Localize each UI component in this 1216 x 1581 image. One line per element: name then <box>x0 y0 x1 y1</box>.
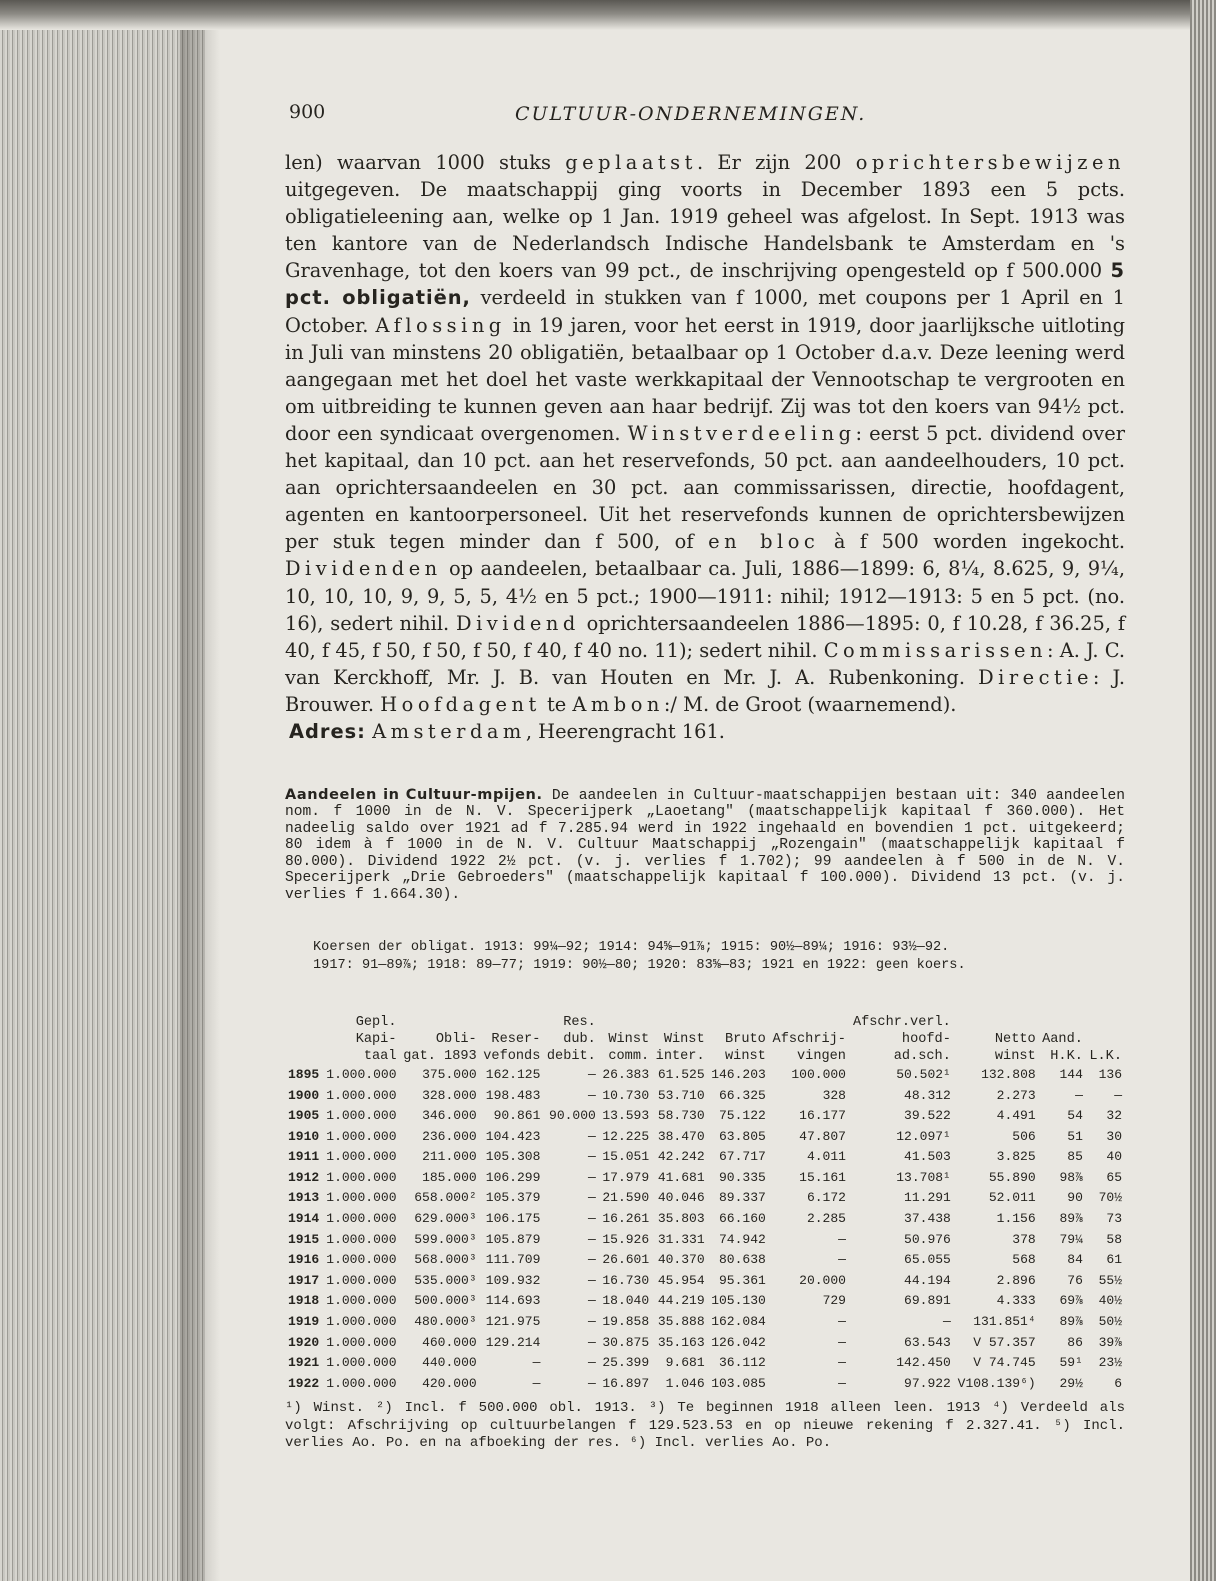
text-run: : eerst 5 pct. dividend over het kapitaal, dan 10 pct. aan het reservefonds, 50 pct. aan aandeelhouders, 10 pct. aan oprichtersaandeelen en 30 pct. aan commissarissen, directie, hoofdagent, agenten en kantoorpersoneel. Uit het reservefonds kunnen de oprichtersbewijzen per stuk tegen minder dan f 500, of <box>285 421 1125 554</box>
table-cell: 106.175 <box>485 1211 541 1227</box>
table-row <box>285 1209 1125 1230</box>
table-row <box>285 1065 1125 1086</box>
row-year: 1915 <box>288 1231 320 1247</box>
spaced-term: Commissarissen <box>823 638 1048 662</box>
row-year: 1905 <box>288 1108 320 1124</box>
table-cell: — <box>838 1355 846 1371</box>
table-cell: 50½ <box>1098 1314 1122 1330</box>
table-cell: 18.040 <box>602 1293 650 1309</box>
table-cell: 105.379 <box>485 1190 541 1206</box>
table-cell: 105.308 <box>485 1149 541 1165</box>
table-cell: 35.888 <box>657 1314 705 1330</box>
table-cell: 21.590 <box>602 1190 650 1206</box>
top-page-edge <box>0 0 1216 30</box>
table-cell: 36.112 <box>718 1355 766 1371</box>
table-cell: 40½ <box>1098 1293 1122 1309</box>
column-header: Netto winst <box>994 1031 1036 1064</box>
table-cell: 1.000.000 <box>326 1169 397 1185</box>
table-cell: V 74.745 <box>973 1355 1036 1371</box>
table-cell: 6.172 <box>806 1190 846 1206</box>
table-cell: 1.000.000 <box>326 1190 397 1206</box>
table-cell: 629.000³ <box>414 1211 477 1227</box>
table-cell: 40.370 <box>657 1252 705 1268</box>
row-year: 1910 <box>288 1128 320 1144</box>
spaced-term: oprichtersbewijzen <box>855 151 1125 174</box>
table-cell: 42.242 <box>657 1149 705 1165</box>
table-cell: 4.491 <box>996 1108 1036 1124</box>
bond-heading: 5 pct. obligatiën, <box>285 259 1125 310</box>
row-year: 1900 <box>288 1087 320 1103</box>
table-cell: 1.000.000 <box>326 1128 397 1144</box>
table-cell: 1.000.000 <box>326 1066 397 1082</box>
table-cell: 1.000.000 <box>326 1149 397 1165</box>
table-cell: — <box>588 1211 596 1227</box>
table-cell: 73 <box>1106 1211 1122 1227</box>
table-cell: 1.000.000 <box>326 1087 397 1103</box>
column-header <box>285 997 323 1065</box>
table-cell: 79¼ <box>1059 1231 1083 1247</box>
table-cell: 65.055 <box>904 1252 951 1268</box>
book-page-edges <box>0 0 205 1581</box>
table-cell: 1.000.000 <box>326 1355 397 1371</box>
spaced-term: en bloc <box>708 530 820 554</box>
row-year: 1916 <box>288 1252 320 1268</box>
spaced-term: Winstverdeeling <box>627 421 856 445</box>
table-cell: — <box>838 1231 846 1247</box>
table-cell: 1.000.000 <box>326 1375 397 1391</box>
text-run: : J. Brouwer. <box>285 665 1125 716</box>
table-cell: 89.337 <box>718 1190 766 1206</box>
row-year: 1895 <box>288 1066 320 1082</box>
spaced-term: Ambon <box>572 692 664 716</box>
table-cell: 1.000.000 <box>326 1108 397 1124</box>
table-footnotes: ¹) Winst. ²) Incl. f 500.000 obl. 1913. ³) Te beginnen 1918 alleen leen. 1913 ⁴) Verdeeld als volgt: Afschrijving op cultuurbelangen f 129.523.53 en op nieuwe rekening f 2.327.41. ⁵) Incl. verlies Ao. Po. en na afboeking der res. ⁶) Incl. verlies Ao. Po. <box>285 1400 1125 1452</box>
table-cell: 568.000³ <box>414 1252 477 1268</box>
table-cell: 95.361 <box>718 1272 766 1288</box>
table-cell: 100.000 <box>791 1066 846 1082</box>
page-header <box>285 95 1125 137</box>
table-cell: 1.000.000 <box>326 1252 397 1268</box>
table-row <box>285 1250 1125 1271</box>
table-cell: 328 <box>822 1087 846 1103</box>
table-cell: 66.160 <box>718 1211 766 1227</box>
table-cell: 114.693 <box>485 1293 541 1309</box>
note-title: Aandeelen in Cultuur-mpijen. <box>285 787 543 804</box>
table-cell: 105.879 <box>485 1231 541 1247</box>
table-cell: 41.681 <box>657 1169 705 1185</box>
table-cell: 69⅞ <box>1059 1293 1083 1309</box>
table-cell: 30.875 <box>602 1334 650 1350</box>
table-cell: 61 <box>1106 1252 1122 1268</box>
table-cell: 1.000.000 <box>326 1293 397 1309</box>
table-cell: 23½ <box>1098 1355 1122 1371</box>
table-cell: — <box>588 1066 596 1082</box>
table-cell: 1.000.000 <box>326 1211 397 1227</box>
text-run: :/ M. de Groot (waarnemend). <box>663 692 957 716</box>
table-row <box>285 1188 1125 1209</box>
table-cell: 440.000 <box>422 1355 477 1371</box>
table-cell: 2.896 <box>996 1272 1036 1288</box>
table-cell: 90.861 <box>493 1108 541 1124</box>
bond-prices-line: Koersen der obligat. 1913: 99¼—92; 1914: 94⅝—91⅞; 1915: 90½—89¼; 1916: 93½—92. <box>313 939 950 955</box>
table-cell: 480.000³ <box>414 1314 477 1330</box>
table-cell: 35.803 <box>657 1211 705 1227</box>
table-row <box>285 1333 1125 1354</box>
document-page <box>285 95 1125 1555</box>
table-cell: 658.000² <box>414 1190 477 1206</box>
table-cell: — <box>1114 1087 1122 1103</box>
table-cell: — <box>588 1334 596 1350</box>
table-cell: 90.000 <box>549 1108 596 1124</box>
table-cell: 41.503 <box>904 1149 951 1165</box>
table-cell: 55.890 <box>988 1169 1036 1185</box>
table-cell: 16.177 <box>799 1108 846 1124</box>
table-cell: 80.638 <box>718 1252 766 1268</box>
table-cell: 136 <box>1098 1066 1122 1082</box>
table-cell: — <box>588 1149 596 1165</box>
table-cell: — <box>532 1355 541 1371</box>
table-cell: 162.084 <box>711 1314 766 1330</box>
table-cell: — <box>838 1375 846 1391</box>
row-year: 1918 <box>288 1293 320 1309</box>
table-cell: 13.593 <box>602 1108 650 1124</box>
table-cell: 328.000 <box>422 1087 477 1103</box>
table-cell: 162.125 <box>485 1066 541 1082</box>
table-cell: 65 <box>1106 1169 1122 1185</box>
table-cell: 6 <box>1114 1375 1122 1391</box>
table-cell: — <box>588 1231 596 1247</box>
table-cell: 15.161 <box>799 1169 846 1185</box>
table-cell: — <box>838 1334 846 1350</box>
table-row <box>285 1230 1125 1251</box>
table-cell: 25.399 <box>602 1355 650 1371</box>
spaced-term: Directie <box>978 665 1093 689</box>
table-cell: 15.926 <box>602 1231 650 1247</box>
page-number: 900 <box>289 101 326 123</box>
table-cell: 35.163 <box>657 1334 705 1350</box>
table-cell: 104.423 <box>485 1128 541 1144</box>
table-cell: 37.438 <box>904 1211 951 1227</box>
table-cell: 44.219 <box>657 1293 705 1309</box>
table-header-row <box>285 997 1125 1065</box>
table-cell: 20.000 <box>799 1272 846 1288</box>
table-cell: 4.011 <box>806 1149 846 1165</box>
table-cell: 26.383 <box>602 1066 650 1082</box>
table-cell: 729 <box>822 1293 846 1309</box>
spaced-term: Dividend <box>456 611 580 635</box>
table-cell: 12.097¹ <box>896 1128 951 1144</box>
text-run: : A. J. C. van Kerckhoff, Mr. J. B. van Houten en Mr. J. A. Rubenkoning. <box>285 638 1125 689</box>
table-cell: 146.203 <box>711 1066 766 1082</box>
table-cell: 29½ <box>1059 1375 1083 1391</box>
table-cell: 26.601 <box>602 1252 650 1268</box>
row-year: 1922 <box>288 1375 320 1391</box>
table-cell: 378 <box>1012 1231 1036 1247</box>
shareholdings-note <box>285 787 1125 903</box>
table-cell: 16.897 <box>602 1375 650 1391</box>
text-run: op aandeelen, betaalbaar ca. Juli, 1886—1899: 6, 8¼, 8.625, 9, 9¼, 10, 10, 10, 9, 9, 5, 5, 4½ en 5 pct.; 1900—1911: nihil; 1912—1913: 5 en 5 pct. (no. 16), sedert nihil. <box>285 557 1125 635</box>
table-cell: 106.299 <box>485 1169 541 1185</box>
table-cell: 17.979 <box>602 1169 650 1185</box>
table-cell: 32 <box>1106 1108 1122 1124</box>
table-cell: 45.954 <box>657 1272 705 1288</box>
table-cell: 59¹ <box>1059 1355 1083 1371</box>
table-cell: 52.011 <box>988 1190 1036 1206</box>
table-cell: 185.000 <box>422 1169 477 1185</box>
address-label: Adres: <box>289 719 366 743</box>
row-year: 1913 <box>288 1190 320 1206</box>
text-run: uitgegeven. De maatschappij ging voorts in December 1893 een 5 pcts. obligatieleening aan, welke op 1 Jan. 1919 geheel was afgelost. In Sept. 1913 was ten kantore van de Nederlandsch Indische Handelsbank te Amsterdam en 's Gravenhage, tot den koers van 99 pct., de inschrijving opengesteld op <box>285 178 1125 283</box>
row-year: 1917 <box>288 1272 320 1288</box>
column-header: L.K. <box>1089 1048 1122 1064</box>
table-cell: 50.976 <box>904 1231 951 1247</box>
table-cell: 48.312 <box>904 1087 951 1103</box>
table-cell: 121.975 <box>485 1314 541 1330</box>
table-row <box>285 1168 1125 1189</box>
table-cell: 105.130 <box>711 1293 766 1309</box>
table-cell: 506 <box>1012 1128 1036 1144</box>
table-cell: 75.122 <box>718 1108 766 1124</box>
table-cell: 2.285 <box>806 1211 846 1227</box>
table-cell: 12.225 <box>602 1128 650 1144</box>
spaced-term: Hoofdagent <box>380 692 541 716</box>
table-cell: 3.825 <box>996 1149 1036 1165</box>
table-cell: — <box>588 1087 596 1103</box>
table-cell: 47.807 <box>799 1128 846 1144</box>
financial-table <box>285 997 1125 1395</box>
table-cell: 53.710 <box>657 1087 705 1103</box>
table-cell: 211.000 <box>422 1149 477 1165</box>
text-run: verdeeld in stukken van f 1000, met coupons per 1 April en 1 October. <box>285 286 1125 337</box>
table-cell: 142.450 <box>896 1355 951 1371</box>
table-cell: 109.932 <box>485 1272 541 1288</box>
table-cell: 89⅞ <box>1059 1211 1083 1227</box>
spaced-term: geplaatst <box>565 151 697 174</box>
table-cell: 39⅞ <box>1098 1334 1122 1350</box>
table-cell: 1.046 <box>665 1375 705 1391</box>
table-cell: 568 <box>1012 1252 1036 1268</box>
table-cell: 460.000 <box>422 1334 477 1350</box>
running-title: CULTUUR-ONDERNEMINGEN. <box>515 103 867 125</box>
table-cell: 58.730 <box>657 1108 705 1124</box>
table-cell: 111.709 <box>485 1252 541 1268</box>
column-header: Obli- gat. 1893 <box>403 1031 477 1064</box>
table-cell: — <box>838 1252 846 1268</box>
row-year: 1921 <box>288 1355 320 1371</box>
table-cell: 40 <box>1106 1149 1122 1165</box>
column-header: Reser- vefonds <box>483 1031 541 1064</box>
table-cell: 98⅞ <box>1059 1169 1083 1185</box>
column-header: Aand. H.K. <box>1042 1031 1083 1064</box>
column-header: Winst inter. <box>655 1031 705 1064</box>
table-cell: 70½ <box>1098 1190 1122 1206</box>
table-cell: 58 <box>1106 1231 1122 1247</box>
row-year: 1912 <box>288 1169 320 1185</box>
table-cell: 2.273 <box>996 1087 1036 1103</box>
table-cell: — <box>1075 1087 1083 1103</box>
bond-prices <box>285 939 1125 975</box>
table-cell: — <box>588 1375 596 1391</box>
table-cell: 9.681 <box>665 1355 705 1371</box>
text-run: len) waarvan 1000 stuks <box>285 151 566 174</box>
column-header: Afschr.verl. hoofd- ad.sch. <box>852 1014 951 1064</box>
text-run: f 500.000 <box>1006 259 1111 283</box>
table-cell: 16.261 <box>602 1211 650 1227</box>
table-cell: 63.805 <box>718 1128 766 1144</box>
table-cell: 39.522 <box>904 1108 951 1124</box>
text-run: in 19 jaren, voor het eerst in 1919, door jaarlijksche uitloting in Juli van minstens 20 obligatiën, betaalbaar op 1 October d.a.v. Deze leening werd aangegaan met het doel het vaste werkkapitaal der Vennootschap te vergrooten en om uitbreiding te kunnen geven aan haar bedrijf. Zij was tot den koers van 94½ pct. door een syndicaat overgenomen. <box>285 313 1125 445</box>
text-run: oprichtersaandeelen 1886—1895: 0, f 10.28, f 36.25, f 40, f 45, f 50, f 50, f 50, f 40, f 40 no. 11); sedert nihil. <box>285 611 1126 662</box>
table-cell: 198.483 <box>485 1087 541 1103</box>
note-text: De aandeelen in Cultuur-maatschappijen bestaan uit: 340 aandeelen nom. f 1000 in de N. V. Specerijperk „Laoetang" (maatschappelijk kapitaal f 360.000). Het nadeelig saldo over 1921 ad f 7.285.94 werd in 1922 ingehaald en bovendien 1 pct. uitgekeerd; 80 idem à f 1000 in de N. V. Cultuur Maatschappij „Rozengain" (maatschappelijk kapitaal f 80.000). Dividend 1922 2½ pct. (v. j. verlies f 1.702); 99 aandeelen à f 500 in de N. V. Specerijperk „Drie Gebroeders" (maatschappelijk kapitaal f 100.000). Dividend 13 pct. (v. j. verlies f 1.664.30). <box>285 788 1125 903</box>
table-row <box>285 1374 1125 1395</box>
table-cell: 16.730 <box>602 1272 650 1288</box>
table-cell: 19.858 <box>602 1314 650 1330</box>
table-row <box>285 1127 1125 1148</box>
table-cell: 144 <box>1059 1066 1083 1082</box>
table-cell: — <box>588 1190 596 1206</box>
table-cell: 500.000³ <box>414 1293 477 1309</box>
table-cell: 129.214 <box>485 1334 541 1350</box>
row-year: 1914 <box>288 1211 320 1227</box>
table-cell: — <box>588 1314 596 1330</box>
table-cell: 40.046 <box>657 1190 705 1206</box>
column-header: Bruto winst <box>725 1031 766 1064</box>
table-row <box>285 1291 1125 1312</box>
table-cell: 61.525 <box>657 1066 705 1082</box>
table-cell: 346.000 <box>422 1108 477 1124</box>
row-year: 1920 <box>288 1334 320 1350</box>
table-cell: 599.000³ <box>414 1231 477 1247</box>
table-cell: 11.291 <box>904 1190 951 1206</box>
table-cell: 74.942 <box>718 1231 766 1247</box>
table-row <box>285 1353 1125 1374</box>
table-cell: 1.000.000 <box>326 1314 397 1330</box>
table-cell: 375.000 <box>422 1066 477 1082</box>
table-cell: 90 <box>1067 1190 1083 1206</box>
table-cell: 54 <box>1067 1108 1083 1124</box>
address-street: , Heerengracht 161. <box>525 719 725 743</box>
text-run: . Er zijn 200 <box>696 151 856 174</box>
address-city: Amsterdam <box>372 719 526 743</box>
table-cell: — <box>588 1293 596 1309</box>
row-year: 1919 <box>288 1314 320 1330</box>
table-cell: 1.000.000 <box>326 1334 397 1350</box>
table-cell: — <box>532 1375 541 1391</box>
column-header: Res. dub. debit. <box>546 1014 596 1064</box>
table-cell: — <box>588 1128 596 1144</box>
table-cell: 51 <box>1067 1128 1083 1144</box>
column-header: Afschrij- vingen <box>772 1031 846 1064</box>
table-cell: — <box>588 1272 596 1288</box>
binding-shadow <box>180 0 220 1581</box>
table-cell: 132.808 <box>981 1066 1036 1082</box>
table-cell: 97.922 <box>904 1375 951 1391</box>
table-cell: 236.000 <box>422 1128 477 1144</box>
bond-prices-line: 1917: 91—89⅞; 1918: 89—77; 1919: 90½—80; 1920: 83⅝—83; 1921 en 1922: geen koers. <box>313 957 966 973</box>
table-cell: 89⅞ <box>1059 1314 1083 1330</box>
table-cell: — <box>588 1169 596 1185</box>
spaced-term: Dividenden <box>285 557 442 581</box>
table-cell: 84 <box>1067 1252 1083 1268</box>
column-header: Gepl. Kapi- taal <box>355 1014 397 1064</box>
table-cell: 103.085 <box>711 1375 766 1391</box>
table-cell: 30 <box>1106 1128 1122 1144</box>
table-cell: 131.851⁴ <box>973 1314 1036 1330</box>
table-cell: 1.000.000 <box>326 1231 397 1247</box>
table-cell: 126.042 <box>711 1334 766 1350</box>
table-cell: 420.000 <box>422 1375 477 1391</box>
table-row <box>285 1147 1125 1168</box>
table-cell: V 57.357 <box>973 1334 1036 1350</box>
table-cell: 1.000.000 <box>326 1272 397 1288</box>
table-cell: 90.335 <box>718 1169 766 1185</box>
table-cell: 50.502¹ <box>896 1066 951 1082</box>
company-description <box>285 149 1125 745</box>
row-year: 1911 <box>288 1149 320 1165</box>
table-cell: 10.730 <box>602 1087 650 1103</box>
table-cell: 55½ <box>1098 1272 1122 1288</box>
right-page-edge <box>1190 0 1216 1581</box>
table-cell: 38.470 <box>657 1128 705 1144</box>
table-cell: 85 <box>1067 1149 1083 1165</box>
table-row <box>285 1106 1125 1127</box>
table-cell: 67.717 <box>718 1149 766 1165</box>
table-row <box>285 1271 1125 1292</box>
table-cell: 76 <box>1067 1272 1083 1288</box>
table-cell: 66.325 <box>718 1087 766 1103</box>
table-row <box>285 1086 1125 1107</box>
table-cell: 44.194 <box>904 1272 951 1288</box>
table-cell: 4.333 <box>996 1293 1036 1309</box>
table-cell: 1.156 <box>996 1211 1036 1227</box>
table-cell: 13.708¹ <box>896 1169 951 1185</box>
table-cell: 535.000³ <box>414 1272 477 1288</box>
table-cell: 15.051 <box>602 1149 650 1165</box>
table-cell: — <box>943 1314 951 1330</box>
spaced-term: Aflossing <box>375 313 506 337</box>
column-header: Winst comm. <box>608 1031 650 1064</box>
text-run: te <box>540 692 573 716</box>
table-cell: 31.331 <box>657 1231 705 1247</box>
table-cell: — <box>838 1314 846 1330</box>
text-run: à f 500 worden ingekocht. <box>819 530 1125 554</box>
table-cell: — <box>588 1355 596 1371</box>
table-row <box>285 1312 1125 1333</box>
table-cell: 86 <box>1067 1334 1083 1350</box>
table-cell: — <box>588 1252 596 1268</box>
table-cell: V108.139⁶) <box>957 1375 1036 1391</box>
table-cell: 63.543 <box>904 1334 951 1350</box>
table-cell: 69.891 <box>904 1293 951 1309</box>
